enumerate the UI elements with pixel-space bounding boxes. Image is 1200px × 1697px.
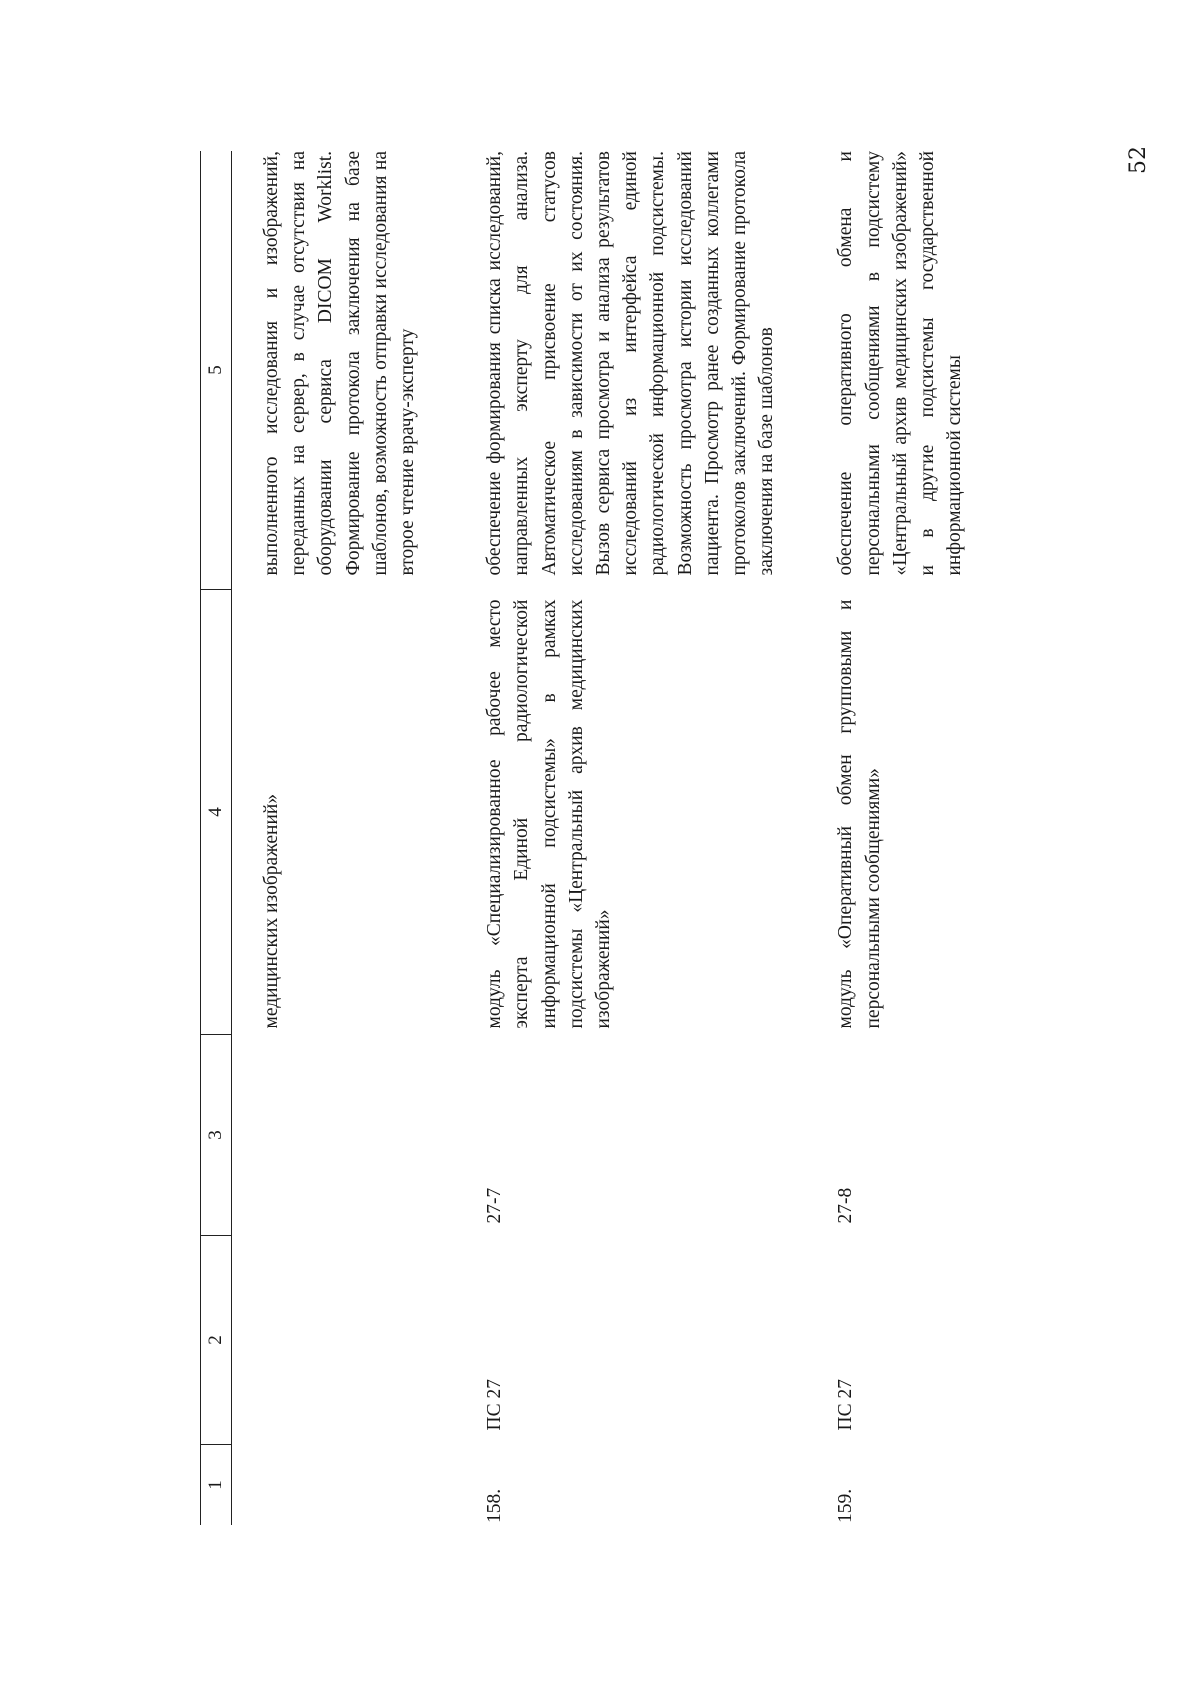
cell-code: 27-8 (835, 1187, 857, 1224)
cell-description: обеспечение оперативного обмена и персональными сообщениями в подсистему «Центральный архив медицинских изображений» и в другие подсистемы государственной информационной системы (835, 151, 966, 576)
cell-description: обеспечение формирования списка исследований, направленных эксперту для анализа. Автоматическое присвоение статусов исследованиям в зависимости от их состояния. Вызов сервиса просмотра и анализа результатов исследований из интерфейса единой радиологической информационной подсистемы. Возможность просмотра истории исследований пациента. Просмотр ранее созданных коллегами протоколов заключений. Формирование протокола заключения на базе шаблонов (484, 151, 778, 576)
cell-module: модуль «Оперативный обмен групповыми и персональными сообщениями» (835, 599, 884, 1029)
cell-num: 159. (835, 1488, 857, 1523)
header-col-2: 2 (201, 1236, 232, 1445)
table-row-continuation (232, 151, 456, 1525)
cell-ps (232, 1236, 456, 1445)
cell-description-continuation: выполненного исследования и изображений, переданных на сервер, в случае отсутствия на оборудовании сервиса DICOM Worklist. Формирование протокола заключения на базе шаблонов, возможность отправки исследования на второе чтение врачу-эксперту (261, 151, 419, 576)
header-col-5: 5 (201, 151, 232, 590)
header-col-1: 1 (201, 1445, 232, 1526)
cell-module-continuation: медицинских изображений» (261, 793, 282, 1029)
header-col-3: 3 (201, 1035, 232, 1236)
cell-num: 158. (484, 1488, 506, 1523)
cell-ps: ПС 27 (835, 1379, 857, 1431)
cell-num (232, 1445, 456, 1526)
document-table (200, 151, 988, 1525)
table-row (455, 151, 806, 1525)
cell-code: 27-7 (484, 1187, 506, 1224)
header-col-4: 4 (201, 590, 232, 1035)
cell-code (232, 1035, 456, 1236)
table-header-row (201, 151, 232, 1525)
cell-ps: ПС 27 (484, 1379, 506, 1431)
rotated-table-container (200, 151, 990, 1525)
page-number: 52 (1126, 146, 1151, 174)
table-row (806, 151, 988, 1525)
cell-module: модуль «Специализированное рабочее место эксперта Единой радиологической информационной подсистемы» в рамках подсистемы «Центральный архив медицинских изображений» (484, 599, 615, 1029)
